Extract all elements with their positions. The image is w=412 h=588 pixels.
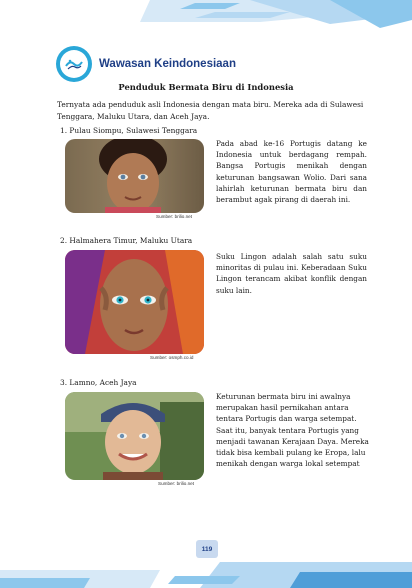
page-number: 119 [196, 540, 218, 558]
item-description: Suku Lingon adalah salah satu suku minoritas di pulau ini. Keberadaan Suku Lingon terancam akibat konflik dengan suku lain. [216, 252, 367, 295]
wave-emblem-icon [60, 50, 88, 78]
article-intro: Ternyata ada penduduk asli Indonesia dengan mata biru. Mereka ada di Sulawesi Tenggara, Maluku Utara, dan Aceh Jaya. [57, 100, 364, 121]
photo-girl-halmahera [65, 250, 204, 354]
item-description: Keturunan bermata biru ini awalnya merupakan hasil pernikahan antara tentara Portugis dan warga setempat. Saat itu, banyak tentara Portugis yang menjadi tawanan Kerajaan Daya. Mereka tidak bisa kembali pulang ke Eropa, lalu menikah dengan warga lokal setempat [216, 392, 369, 469]
photo-girl-siompu [65, 139, 204, 213]
item-heading: 1. Pulau Siompu, Sulawesi Tenggara [60, 126, 198, 135]
photo-credit: Sumber: brilio.net [158, 481, 195, 486]
item-heading: 2. Halmahera Timur, Maluku Utara [60, 236, 193, 245]
footer-stripes [0, 556, 412, 588]
header-stripes [0, 0, 412, 30]
photo-boy-lamno [65, 392, 204, 480]
section-logo [56, 46, 92, 82]
photo-credit: Sumber: osmph.co.id [150, 355, 194, 360]
section-title: Wawasan Keindonesiaan [99, 58, 236, 70]
item-heading: 3. Lamno, Aceh Jaya [60, 378, 137, 387]
article-title: Penduduk Bermata Biru di Indonesia [118, 82, 294, 92]
photo-credit: Sumber: brilio.net [156, 214, 193, 219]
item-description: Pada abad ke-16 Portugis datang ke Indonesia untuk berdagang rempah. Bangsa Portugis menikah dengan keturunan bangsawan Wolio. Dari sana lahirlah keturunan bermata biru dan berambut agak pirang di daerah ini. [216, 139, 367, 205]
